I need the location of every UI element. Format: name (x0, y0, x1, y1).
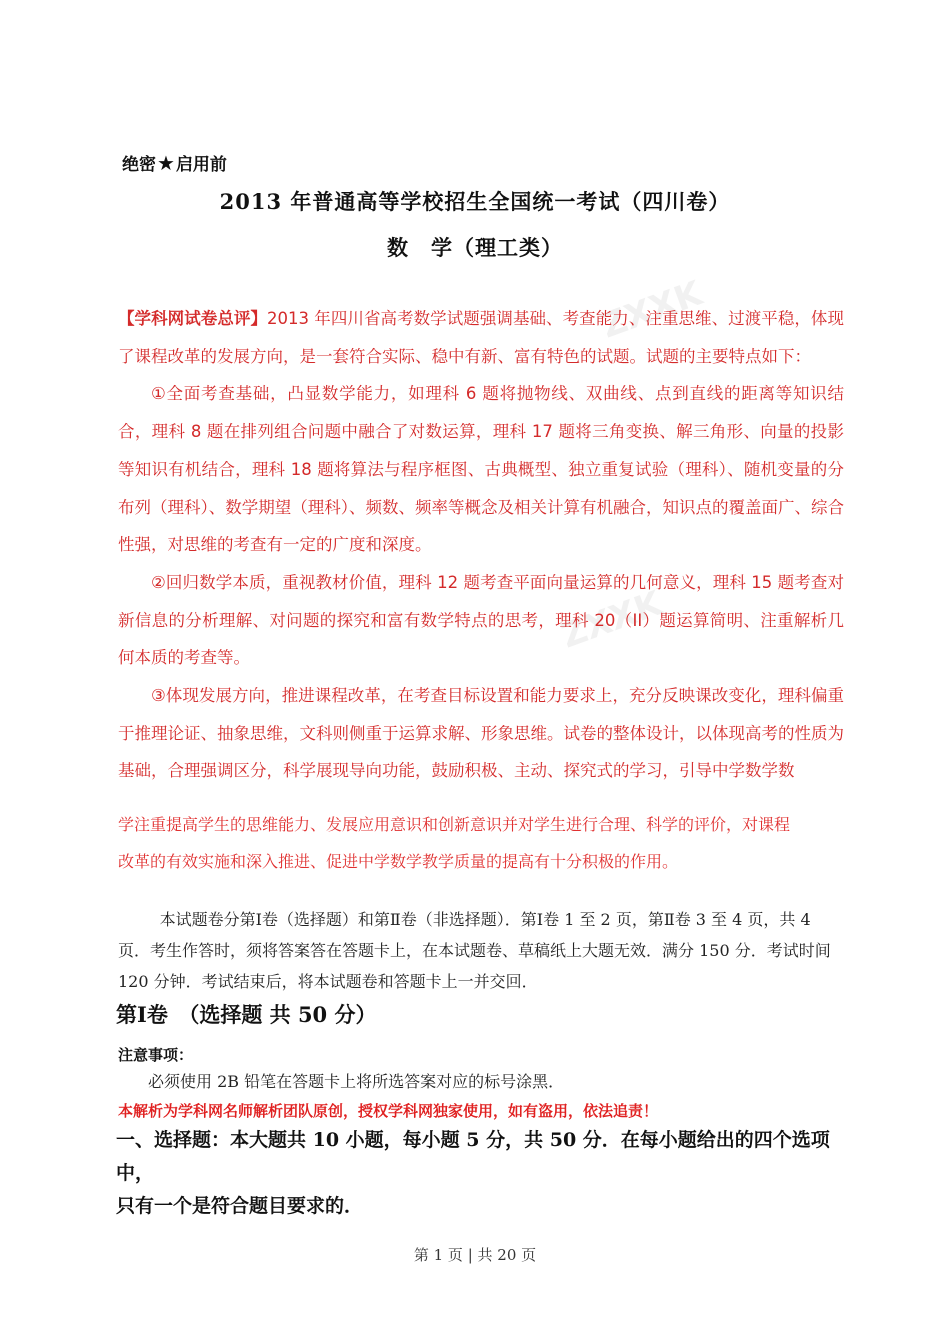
section-heading-line-1: 一、选择题：本大题共 10 小题，每小题 5 分，共 50 分．在每小题给出的四个选项中， (116, 1129, 830, 1184)
section-heading-line-2: 只有一个是符合题目要求的． (116, 1195, 364, 1217)
review-conclusion (118, 806, 844, 880)
exam-instructions (118, 904, 844, 997)
notice-text: 必须使用 2B 铅笔在答题卡上将所选答案对应的标号涂黑． (148, 1072, 565, 1091)
paper-review (118, 300, 844, 790)
exam-title: 2013 年普通高等学校招生全国统一考试（四川卷） (219, 189, 731, 214)
confidential-text: 绝密 (122, 155, 156, 175)
watermark: ZXXK (556, 583, 668, 657)
review-tag: 【学科网试卷总评】 (118, 309, 267, 328)
volume-title: 第Ⅰ卷 （选择题 共 50 分） (116, 1002, 377, 1027)
review-para-1: 2013 年四川省高考数学试题强调基础、考查能力、注重思维、过渡平稳，体现了课程改革的发展方向，是一套符合实际、稳中有新、富有特色的试题。试题的主要特点如下： (118, 309, 844, 366)
watermark: ZXXK (596, 273, 708, 347)
section-heading (116, 1124, 846, 1223)
review-para-4: ③体现发展方向，推进课程改革，在考查目标设置和能力要求上，充分反映课改变化，理科偏重于推理论证、抽象思维，文科则侧重于运算求解、形象思维。试卷的整体设计，以体现高考的性质为基础，合理强调区分，科学展现导向功能，鼓励积极、主动、探究式的学习，引导中学数学数 (118, 686, 844, 781)
review-conclusion-line-1: 学注重提高学生的思维能力、发展应用意识和创新意识并对学生进行合理、科学的评价，对课程 (118, 815, 791, 834)
instructions-text: 本试题卷分第Ⅰ卷（选择题）和第Ⅱ卷（非选择题）．第Ⅰ卷 1 至 2 页，第Ⅱ卷 3 至 4 页，共 4 页．考生作答时，须将答案答在答题卡上，在本试题卷、草稿纸上大题无效．满分 150 分．考试时间 120 分钟．考试结束后，将本试题卷和答题卡上一并交回． (118, 910, 831, 991)
notice-label: 注意事项： (118, 1046, 194, 1064)
before-use-text: 启用前 (175, 155, 227, 175)
copyright-warning: 本解析为学科网名师解析团队原创，授权学科网独家使用，如有盗用，依法追责！ (118, 1102, 659, 1120)
review-intro (118, 300, 844, 375)
exam-subtitle: 数 学（理工类） (387, 235, 563, 260)
star-icon: ★ (157, 151, 175, 175)
page-footer: 第 1 页 | 共 20 页 (413, 1246, 537, 1264)
review-conclusion-line-2: 改革的有效实施和深入推进、促进中学数学教学质量的提高有十分积极的作用。 (118, 852, 679, 871)
review-para-2: ①全面考查基础，凸显数学能力，如理科 6 题将抛物线、双曲线、点到直线的距离等知识结合，理科 8 题在排列组合问题中融合了对数运算，理科 17 题将三角变换、解三角形、向量的投影等知识有机结合，理科 18 题将算法与程序框图、古典概型、独立重复试验（理科）、随机变量的分布列（理科）、数学期望（理科）、频数、频率等概念及相关计算有机融合，知识点的覆盖面广、综合性强，对思维的考查有一定的广度和深度。 (118, 384, 844, 555)
confidential-label (122, 150, 227, 175)
review-para-3: ②回归数学本质，重视教材价值，理科 12 题考查平面向量运算的几何意义，理科 15 题考查对新信息的分析理解、对问题的探究和富有数学特点的思考，理科 20（II）题运算简明、注重解析几何本质的考查等。 (118, 572, 844, 668)
